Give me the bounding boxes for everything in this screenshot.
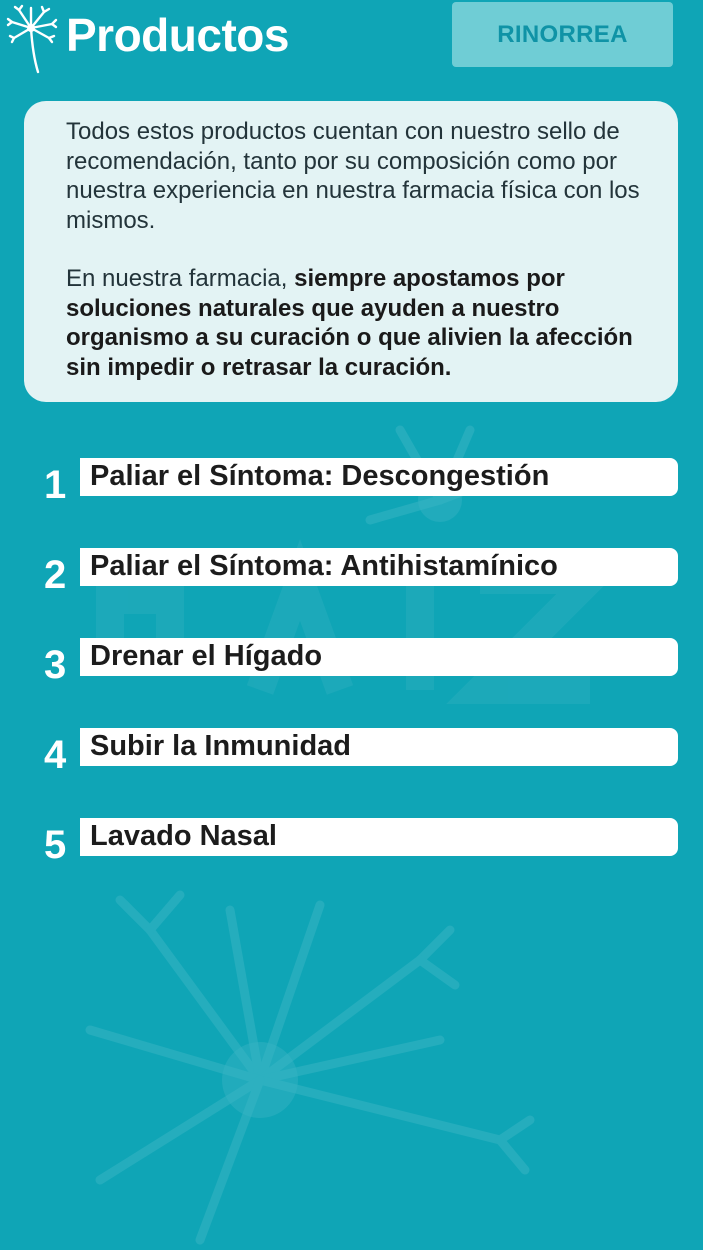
- step-bar[interactable]: [80, 728, 678, 766]
- step-number: 4: [44, 733, 67, 777]
- intro-card: [24, 101, 678, 402]
- intro-paragraph-2: [66, 264, 660, 382]
- intro-paragraph-2-bold: siempre apostamos por soluciones naturales que ayuden a nuestro organismo a su curación o que alivien la afección sin impedir o retrasar la curación.: [66, 265, 633, 381]
- rinorrea-tag-button[interactable]: RINORREA: [452, 2, 673, 67]
- step-item-1[interactable]: [0, 458, 703, 508]
- step-item-5[interactable]: [0, 818, 703, 868]
- step-item-4[interactable]: [0, 728, 703, 778]
- step-label: Paliar el Síntoma: Antihistamínico: [90, 550, 558, 582]
- dandelion-logo-icon: [4, 4, 60, 74]
- step-number: 5: [44, 823, 67, 867]
- step-number: 1: [44, 463, 67, 507]
- step-bar[interactable]: [80, 548, 678, 586]
- intro-paragraph-2-lead: En nuestra farmacia,: [66, 265, 295, 292]
- step-label: Drenar el Hígado: [90, 640, 323, 672]
- step-label: Paliar el Síntoma: Descongestión: [90, 460, 550, 492]
- step-number: 2: [44, 553, 67, 597]
- step-item-3[interactable]: [0, 638, 703, 688]
- app-header: [0, 0, 703, 80]
- step-label: Lavado Nasal: [90, 820, 277, 852]
- step-label: Subir la Inmunidad: [90, 730, 352, 762]
- step-number: 3: [44, 643, 67, 687]
- step-bar[interactable]: [80, 638, 678, 676]
- step-bar[interactable]: [80, 818, 678, 856]
- step-bar[interactable]: [80, 458, 678, 496]
- page-title: Productos: [66, 9, 289, 61]
- intro-paragraph-1: Todos estos productos cuentan con nuestro sello de recomendación, tanto por su composición como por nuestra experiencia en nuestra farmacia física con los mismos.: [66, 118, 640, 234]
- step-item-2[interactable]: [0, 548, 703, 598]
